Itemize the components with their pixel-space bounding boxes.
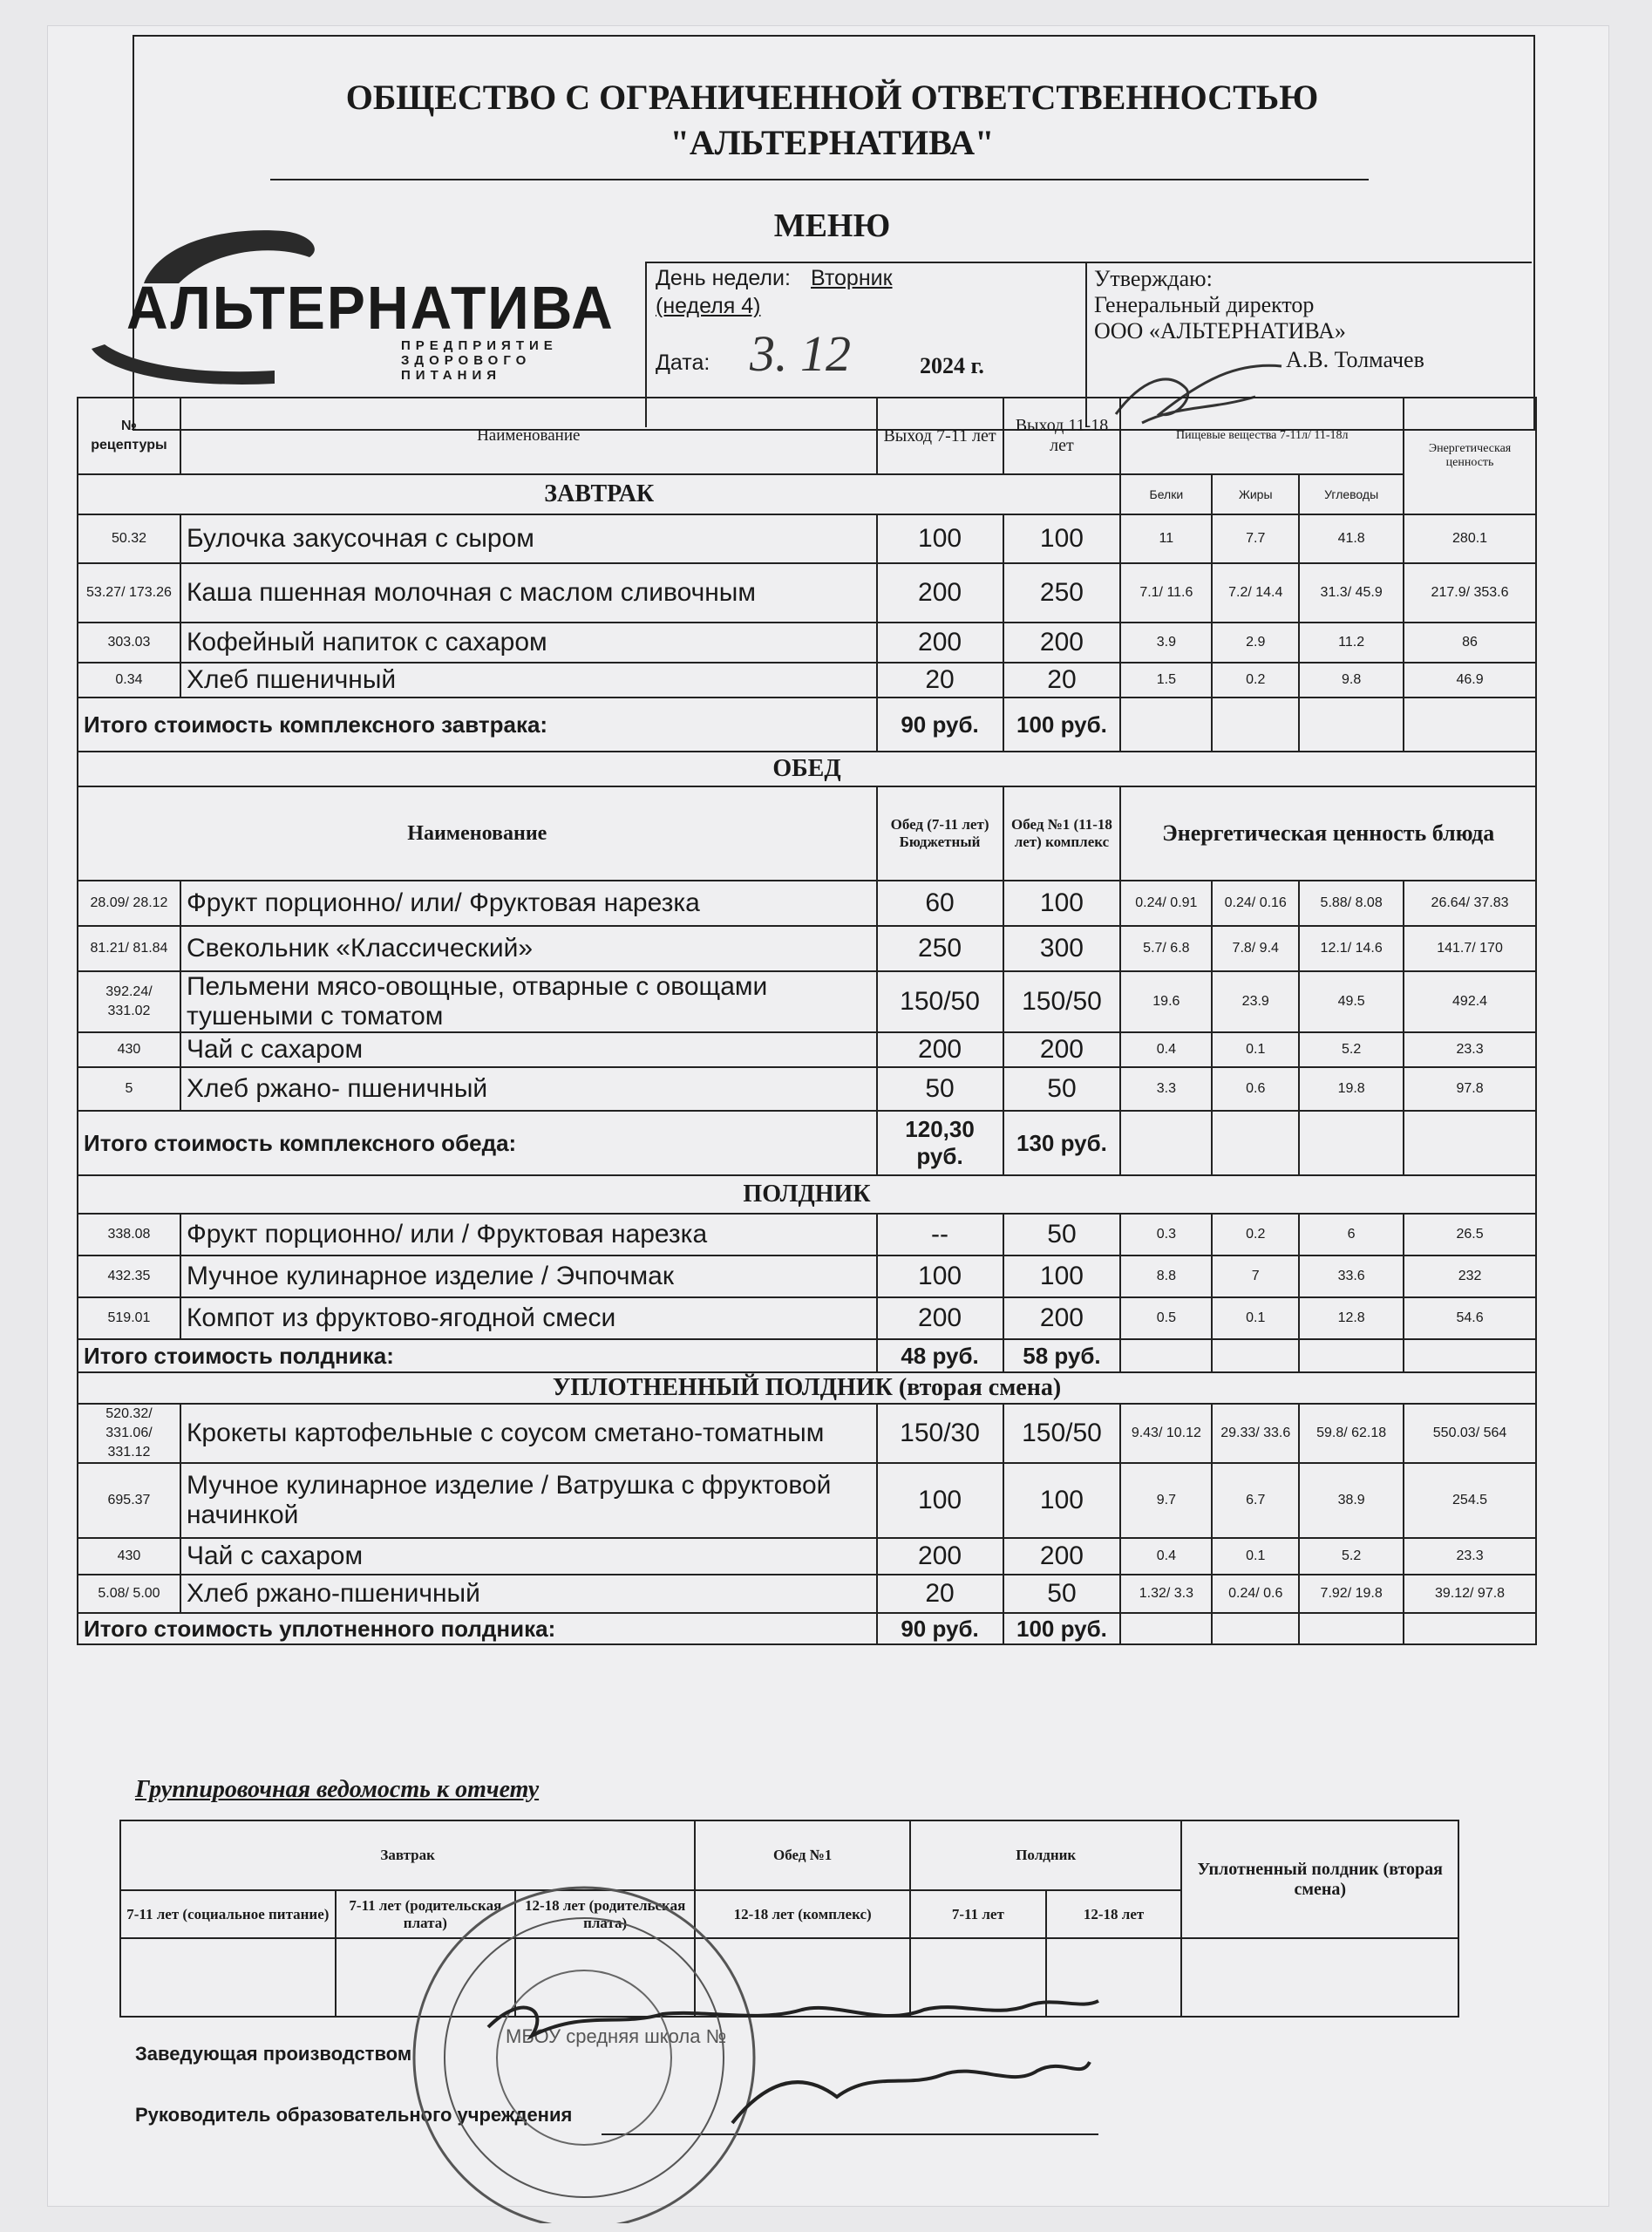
recipe-number: 695.37 [78, 1463, 180, 1538]
energy-value: 86 [1404, 623, 1536, 663]
section-row [78, 752, 1536, 786]
section-row [78, 1175, 1536, 1214]
dish-name: Мучное кулинарное изделие / Эчпочмак [180, 1256, 877, 1297]
energy-value: 232 [1404, 1256, 1536, 1297]
carbs-value: 49.5 [1299, 971, 1404, 1032]
carbs-value: 31.3/ 45.9 [1299, 563, 1404, 623]
dish-name: Чай с сахаром [180, 1032, 877, 1067]
portion-7-11: 20 [877, 1575, 1003, 1613]
dish-row [78, 1214, 1536, 1256]
portion-7-11: 200 [877, 1297, 1003, 1339]
col-nutrients-header: Пищевые вещества 7-11л/ 11-18л [1120, 398, 1404, 474]
empty-cell [1404, 698, 1536, 752]
logo-wordmark: АЛЬТЕРНАТИВА [126, 274, 615, 342]
energy-value: 23.3 [1404, 1032, 1536, 1067]
energy-value: 492.4 [1404, 971, 1536, 1032]
portion-11-18: 200 [1003, 1297, 1121, 1339]
fats-value: 0.24/ 0.16 [1212, 881, 1299, 926]
proteins-value: 1.32/ 3.3 [1120, 1575, 1212, 1613]
menu-grid [77, 397, 1537, 1645]
energy-value: 254.5 [1404, 1463, 1536, 1538]
report-cell [120, 1938, 336, 2017]
report-cell [1181, 1938, 1458, 2017]
recipe-number: 430 [78, 1032, 180, 1067]
portion-7-11: 150/50 [877, 971, 1003, 1032]
empty-cell [1299, 698, 1404, 752]
proteins-value: 11 [1120, 514, 1212, 563]
dish-name: Хлеб ржано- пшеничный [180, 1067, 877, 1111]
recipe-number: 28.09/ 28.12 [78, 881, 180, 926]
total-row [78, 1613, 1536, 1644]
section-row [78, 1372, 1536, 1404]
dish-row [78, 514, 1536, 563]
fats-value: 7.8/ 9.4 [1212, 926, 1299, 971]
carbs-value: 9.8 [1299, 663, 1404, 698]
carbs-value: 33.6 [1299, 1256, 1404, 1297]
portion-7-11: 150/30 [877, 1404, 1003, 1463]
carbs-value: 7.92/ 19.8 [1299, 1575, 1404, 1613]
energy-value: 46.9 [1404, 663, 1536, 698]
dish-name: Фрукт порционно/ или/ Фруктовая нарезка [180, 881, 877, 926]
logo-subtitle-3: ПИТАНИЯ [401, 368, 502, 383]
portion-7-11: 50 [877, 1067, 1003, 1111]
report-b2: 7-11 лет (родительская плата) [336, 1890, 515, 1938]
dish-name: Пельмени мясо-овощные, отварные с овощами тушеными с томатом [180, 971, 877, 1032]
report-b1: 7-11 лет (социальное питание) [120, 1890, 336, 1938]
dish-row [78, 1538, 1536, 1575]
empty-cell [1120, 1339, 1212, 1372]
dish-name: Булочка закусочная с сыром [180, 514, 877, 563]
report-breakfast-header: Завтрак [120, 1820, 695, 1890]
portion-11-18: 100 [1003, 881, 1121, 926]
portion-11-18: 50 [1003, 1067, 1121, 1111]
portion-7-11: 200 [877, 1032, 1003, 1067]
day-value: Вторник [811, 266, 893, 290]
fats-value: 0.1 [1212, 1032, 1299, 1067]
section-breakfast-title: ЗАВТРАК [78, 474, 1120, 514]
total-row [78, 698, 1536, 752]
proteins-value: 7.1/ 11.6 [1120, 563, 1212, 623]
portion-11-18: 250 [1003, 563, 1121, 623]
carbs-value: 5.2 [1299, 1032, 1404, 1067]
proteins-value: 9.43/ 10.12 [1120, 1404, 1212, 1463]
total-row [78, 1111, 1536, 1175]
portion-11-18: 200 [1003, 623, 1121, 663]
dish-name: Фрукт порционно/ или / Фруктовая нарезка [180, 1214, 877, 1256]
report-snack-header: Полдник [910, 1820, 1181, 1890]
proteins-value: 3.9 [1120, 623, 1212, 663]
report-snack2-header: Уплотненный полдник (вторая смена) [1181, 1820, 1458, 1938]
total-price-11-18: 100 руб. [1003, 1613, 1121, 1644]
date-year: 2024 г. [920, 353, 984, 378]
day-label: День недели: [656, 266, 791, 290]
recipe-number: 338.08 [78, 1214, 180, 1256]
proteins-value: 0.4 [1120, 1538, 1212, 1575]
recipe-number: 5 [78, 1067, 180, 1111]
total-label: Итого стоимость полдника: [78, 1339, 877, 1372]
col-proteins-header: Белки [1120, 474, 1212, 514]
energy-value: 550.03/ 564 [1404, 1404, 1536, 1463]
dish-name: Компот из фруктово-ягодной смеси [180, 1297, 877, 1339]
carbs-value: 41.8 [1299, 514, 1404, 563]
head-of-institution-label: Руководитель образовательного учреждения [135, 2104, 573, 2126]
empty-cell [1404, 1613, 1536, 1644]
energy-value: 23.3 [1404, 1538, 1536, 1575]
header-row [78, 398, 1536, 474]
dish-name: Каша пшенная молочная с маслом сливочным [180, 563, 877, 623]
portion-7-11: 250 [877, 926, 1003, 971]
energy-value: 26.64/ 37.83 [1404, 881, 1536, 926]
total-label: Итого стоимость комплексного обеда: [78, 1111, 877, 1175]
proteins-value: 0.4 [1120, 1032, 1212, 1067]
date-label: Дата: [656, 350, 710, 375]
col-fats-header: Жиры [1212, 474, 1299, 514]
carbs-value: 12.1/ 14.6 [1299, 926, 1404, 971]
logo-subtitle-1: ПРЕДПРИЯТИЕ [401, 338, 558, 353]
approval-line-2: Генеральный директор [1094, 292, 1315, 317]
proteins-value: 9.7 [1120, 1463, 1212, 1538]
logo-subtitle-2: ЗДОРОВОГО [401, 353, 532, 368]
total-price-11-18: 130 руб. [1003, 1111, 1121, 1175]
total-price-11-18: 100 руб. [1003, 698, 1121, 752]
proteins-value: 1.5 [1120, 663, 1212, 698]
total-label: Итого стоимость комплексного завтрака: [78, 698, 877, 752]
fats-value: 29.33/ 33.6 [1212, 1404, 1299, 1463]
empty-cell [1212, 1111, 1299, 1175]
portion-11-18: 50 [1003, 1575, 1121, 1613]
col-out2-header: Выход 11-18 лет [1003, 398, 1121, 474]
fats-value: 6.7 [1212, 1463, 1299, 1538]
dish-row [78, 1297, 1536, 1339]
dish-row [78, 971, 1536, 1032]
report-title: Группировочная ведомость к отчету [135, 1776, 540, 1803]
energy-value: 26.5 [1404, 1214, 1536, 1256]
col-recipe-header: № рецептуры [78, 398, 180, 474]
recipe-number: 53.27/ 173.26 [78, 563, 180, 623]
portion-7-11: 200 [877, 563, 1003, 623]
week-label: (неделя 4) [656, 294, 761, 318]
fats-value: 7.7 [1212, 514, 1299, 563]
company-logo [83, 222, 615, 388]
col-out1-header: Выход 7-11 лет [877, 398, 1003, 474]
empty-cell [1212, 698, 1299, 752]
empty-cell [1404, 1339, 1536, 1372]
empty-cell [1299, 1613, 1404, 1644]
col-carbs-header: Углеводы [1299, 474, 1404, 514]
portion-7-11: 200 [877, 623, 1003, 663]
fats-value: 2.9 [1212, 623, 1299, 663]
total-row [78, 1339, 1536, 1372]
lunch-col2-header: Обед №1 (11-18 лет) комплекс [1003, 786, 1121, 881]
dish-row [78, 1404, 1536, 1463]
portion-11-18: 150/50 [1003, 1404, 1121, 1463]
empty-cell [1299, 1111, 1404, 1175]
fats-value: 0.2 [1212, 663, 1299, 698]
dish-row [78, 1256, 1536, 1297]
dish-row [78, 1463, 1536, 1538]
school-stamp-text: МБОУ средняя школа № [506, 2025, 727, 2047]
portion-7-11: 100 [877, 1463, 1003, 1538]
col-name-header: Наименование [180, 398, 877, 474]
energy-value: 39.12/ 97.8 [1404, 1575, 1536, 1613]
carbs-value: 19.8 [1299, 1067, 1404, 1111]
proteins-value: 0.24/ 0.91 [1120, 881, 1212, 926]
org-title-line1: ОБЩЕСТВО С ОГРАНИЧЕННОЙ ОТВЕТСТВЕННОСТЬЮ [345, 78, 1319, 117]
portion-11-18: 200 [1003, 1538, 1121, 1575]
dish-row [78, 623, 1536, 663]
lunch-energy-header: Энергетическая ценность блюда [1120, 786, 1536, 881]
dish-name: Хлеб пшеничный [180, 663, 877, 698]
carbs-value: 5.88/ 8.08 [1299, 881, 1404, 926]
fats-value: 7 [1212, 1256, 1299, 1297]
proteins-value: 8.8 [1120, 1256, 1212, 1297]
fats-value: 0.1 [1212, 1538, 1299, 1575]
carbs-value: 5.2 [1299, 1538, 1404, 1575]
carbs-value: 38.9 [1299, 1463, 1404, 1538]
energy-value: 54.6 [1404, 1297, 1536, 1339]
portion-11-18: 100 [1003, 514, 1121, 563]
report-l1: 12-18 лет (комплекс) [695, 1890, 910, 1938]
energy-value: 217.9/ 353.6 [1404, 563, 1536, 623]
dish-name: Мучное кулинарное изделие / Ватрушка с фруктовой начинкой [180, 1463, 877, 1538]
empty-cell [1120, 1111, 1212, 1175]
lunch-name-header: Наименование [78, 786, 877, 881]
portion-11-18: 20 [1003, 663, 1121, 698]
energy-value: 141.7/ 170 [1404, 926, 1536, 971]
recipe-number: 432.35 [78, 1256, 180, 1297]
org-title-line2: "АЛЬТЕРНАТИВА" [670, 123, 995, 162]
recipe-number: 392.24/ 331.02 [78, 971, 180, 1032]
production-manager-label: Заведующая производством [135, 2043, 412, 2065]
handwritten-signatures [471, 1975, 1116, 2149]
carbs-value: 6 [1299, 1214, 1404, 1256]
portion-11-18: 100 [1003, 1256, 1121, 1297]
proteins-value: 0.3 [1120, 1214, 1212, 1256]
proteins-value: 3.3 [1120, 1067, 1212, 1111]
dish-name: Крокеты картофельные с соусом сметано-томатным [180, 1404, 877, 1463]
dish-row [78, 1575, 1536, 1613]
date-handwritten: 3. 12 [750, 325, 851, 382]
total-price-7-11: 48 руб. [877, 1339, 1003, 1372]
approval-line-3: ООО «АЛЬТЕРНАТИВА» [1094, 318, 1346, 344]
empty-cell [1404, 1111, 1536, 1175]
recipe-number: 50.32 [78, 514, 180, 563]
fats-value: 23.9 [1212, 971, 1299, 1032]
portion-7-11: 20 [877, 663, 1003, 698]
recipe-number: 303.03 [78, 623, 180, 663]
dish-row [78, 926, 1536, 971]
report-s1: 7-11 лет [910, 1890, 1046, 1938]
carbs-value: 12.8 [1299, 1297, 1404, 1339]
section-lunch-title: ОБЕД [78, 752, 1536, 786]
dish-row [78, 1032, 1536, 1067]
proteins-value: 19.6 [1120, 971, 1212, 1032]
header-divider [645, 262, 1532, 263]
section-snack-title: ПОЛДНИК [78, 1175, 1536, 1214]
fats-value: 0.2 [1212, 1214, 1299, 1256]
dish-row [78, 563, 1536, 623]
header-underline [270, 179, 1369, 180]
fats-value: 0.1 [1212, 1297, 1299, 1339]
portion-7-11: 200 [877, 1538, 1003, 1575]
section-row [78, 474, 1536, 514]
dish-name: Кофейный напиток с сахаром [180, 623, 877, 663]
col-energy-header: Энергетическая ценность [1404, 398, 1536, 514]
energy-value: 97.8 [1404, 1067, 1536, 1111]
recipe-number: 0.34 [78, 663, 180, 698]
menu-title: МЕНЮ [773, 208, 891, 244]
total-price-7-11: 120,30 руб. [877, 1111, 1003, 1175]
dish-name: Свекольник «Классический» [180, 926, 877, 971]
report-s2: 12-18 лет [1046, 1890, 1182, 1938]
recipe-number: 430 [78, 1538, 180, 1575]
empty-cell [1120, 1613, 1212, 1644]
total-price-11-18: 58 руб. [1003, 1339, 1121, 1372]
approval-line-1: Утверждаю: [1094, 266, 1213, 291]
lunch-header-row [78, 786, 1536, 881]
carbs-value: 59.8/ 62.18 [1299, 1404, 1404, 1463]
dish-row [78, 1067, 1536, 1111]
proteins-value: 5.7/ 6.8 [1120, 926, 1212, 971]
portion-7-11: 100 [877, 1256, 1003, 1297]
empty-cell [1120, 698, 1212, 752]
recipe-number: 5.08/ 5.00 [78, 1575, 180, 1613]
empty-cell [1212, 1339, 1299, 1372]
recipe-number: 520.32/ 331.06/ 331.12 [78, 1404, 180, 1463]
empty-cell [1299, 1339, 1404, 1372]
fats-value: 0.6 [1212, 1067, 1299, 1111]
portion-11-18: 300 [1003, 926, 1121, 971]
recipe-number: 519.01 [78, 1297, 180, 1339]
portion-7-11: -- [877, 1214, 1003, 1256]
dish-name: Чай с сахаром [180, 1538, 877, 1575]
portion-11-18: 50 [1003, 1214, 1121, 1256]
portion-7-11: 60 [877, 881, 1003, 926]
carbs-value: 11.2 [1299, 623, 1404, 663]
energy-value: 280.1 [1404, 514, 1536, 563]
dish-row [78, 663, 1536, 698]
approval-signer: А.В. Толмачев [1286, 347, 1424, 372]
dish-row [78, 881, 1536, 926]
proteins-value: 0.5 [1120, 1297, 1212, 1339]
total-price-7-11: 90 руб. [877, 698, 1003, 752]
portion-11-18: 150/50 [1003, 971, 1121, 1032]
fats-value: 0.24/ 0.6 [1212, 1575, 1299, 1613]
recipe-number: 81.21/ 81.84 [78, 926, 180, 971]
lunch-col1-header: Обед (7-11 лет) Бюджетный [877, 786, 1003, 881]
portion-11-18: 200 [1003, 1032, 1121, 1067]
portion-7-11: 100 [877, 514, 1003, 563]
report-lunch-header: Обед №1 [695, 1820, 910, 1890]
total-price-7-11: 90 руб. [877, 1613, 1003, 1644]
section-snack2-title: УПЛОТНЕННЫЙ ПОЛДНИК (вторая смена) [78, 1372, 1536, 1404]
empty-cell [1212, 1613, 1299, 1644]
total-label: Итого стоимость уплотненного полдника: [78, 1613, 877, 1644]
report-b3: 12-18 лет (родительская плата) [515, 1890, 695, 1938]
dish-name: Хлеб ржано-пшеничный [180, 1575, 877, 1613]
portion-11-18: 100 [1003, 1463, 1121, 1538]
fats-value: 7.2/ 14.4 [1212, 563, 1299, 623]
